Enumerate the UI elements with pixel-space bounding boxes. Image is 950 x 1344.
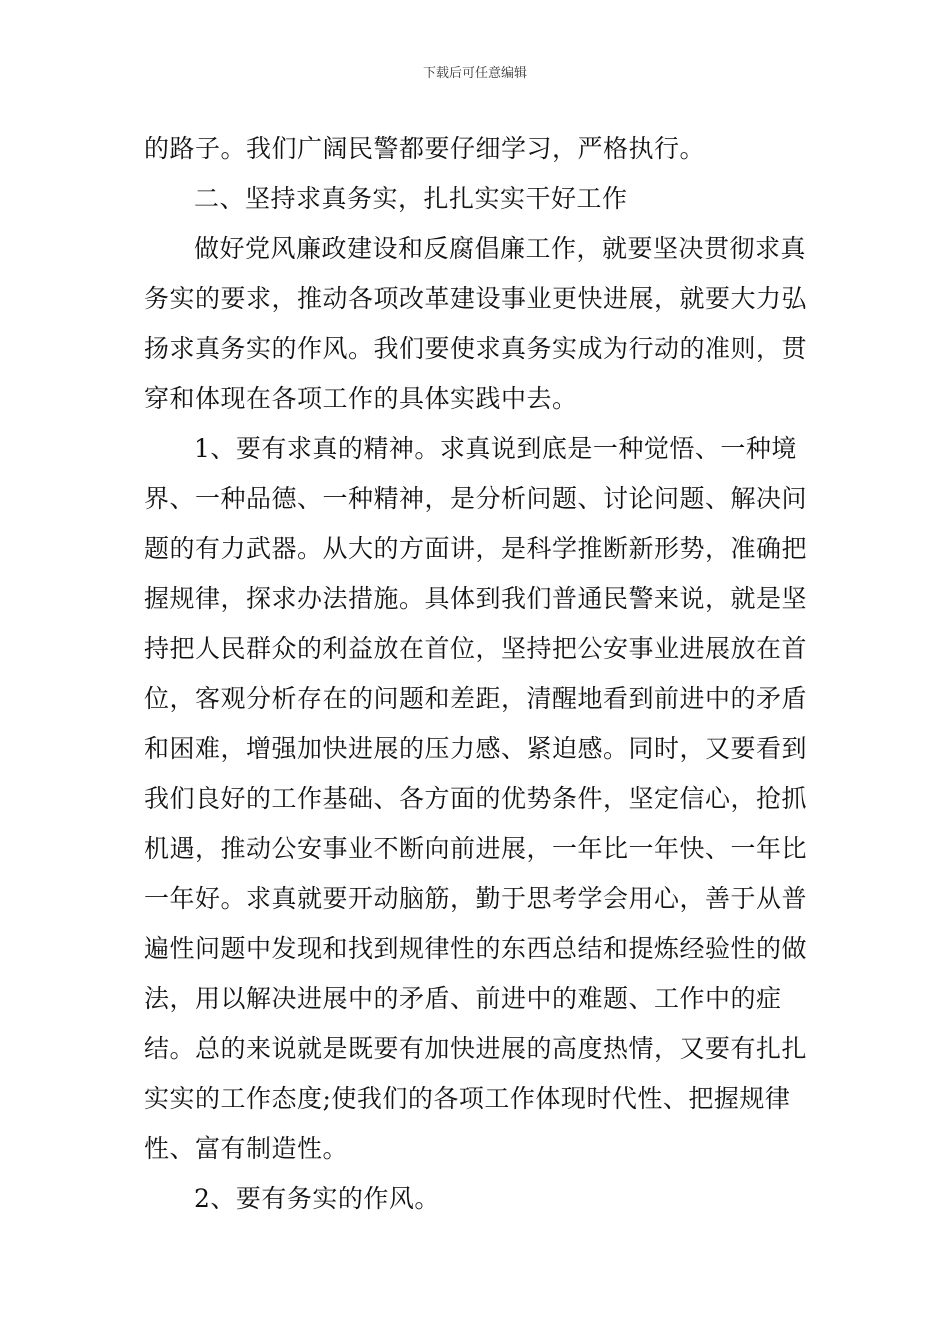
paragraph-point-1: 1、要有求真的精神。求真说到底是一种觉悟、一种境界、一种品德、一种精神，是分析问题、讨论问题、解决问题的有力武器。从大的方面讲，是科学推断新形势，准确把握规律，探求办法措施。具体到我们普通民警来说，就是坚持把人民群众的利益放在首位，坚持把公安事业进展放在首位，客观分析存在的问题和差距，清醒地看到前进中的矛盾和困难，增强加快进展的压力感、紧迫感。同时，又要看到我们良好的工作基础、各方面的优势条件，坚定信心，抢抓机遇，推动公安事业不断向前进展，一年比一年快、一年比一年好。求真就要开动脑筋，勤于思考学会用心，善于从普遍性问题中发现和找到规律性的东西总结和提炼经验性的做法，用以解决进展中的矛盾、前进中的难题、工作中的症结。总的来说就是既要有加快进展的高度热情，又要有扎扎实实的工作态度;使我们的各项工作体现时代性、把握规律性、富有制造性。 (144, 434, 808, 1163)
paragraph-intro: 做好党风廉政建设和反腐倡廉工作，就要坚决贯彻求真务实的要求，推动各项改革建设事业更快进展，就要大力弘扬求真务实的作风。我们要使求真务实成为行动的准则，贯穿和体现在各项工作的具体实践中去。 (144, 234, 808, 413)
paragraph-point-2: 2、要有务实的作风。 (194, 1184, 440, 1213)
document-body (144, 124, 808, 1224)
page-header: 下载后可任意编辑 (422, 66, 527, 81)
paragraph-continuation: 的路子。我们广阔民警都要仔细学习，严格执行。 (144, 134, 706, 163)
section-heading: 二、坚持求真务实，扎扎实实干好工作 (194, 184, 628, 213)
